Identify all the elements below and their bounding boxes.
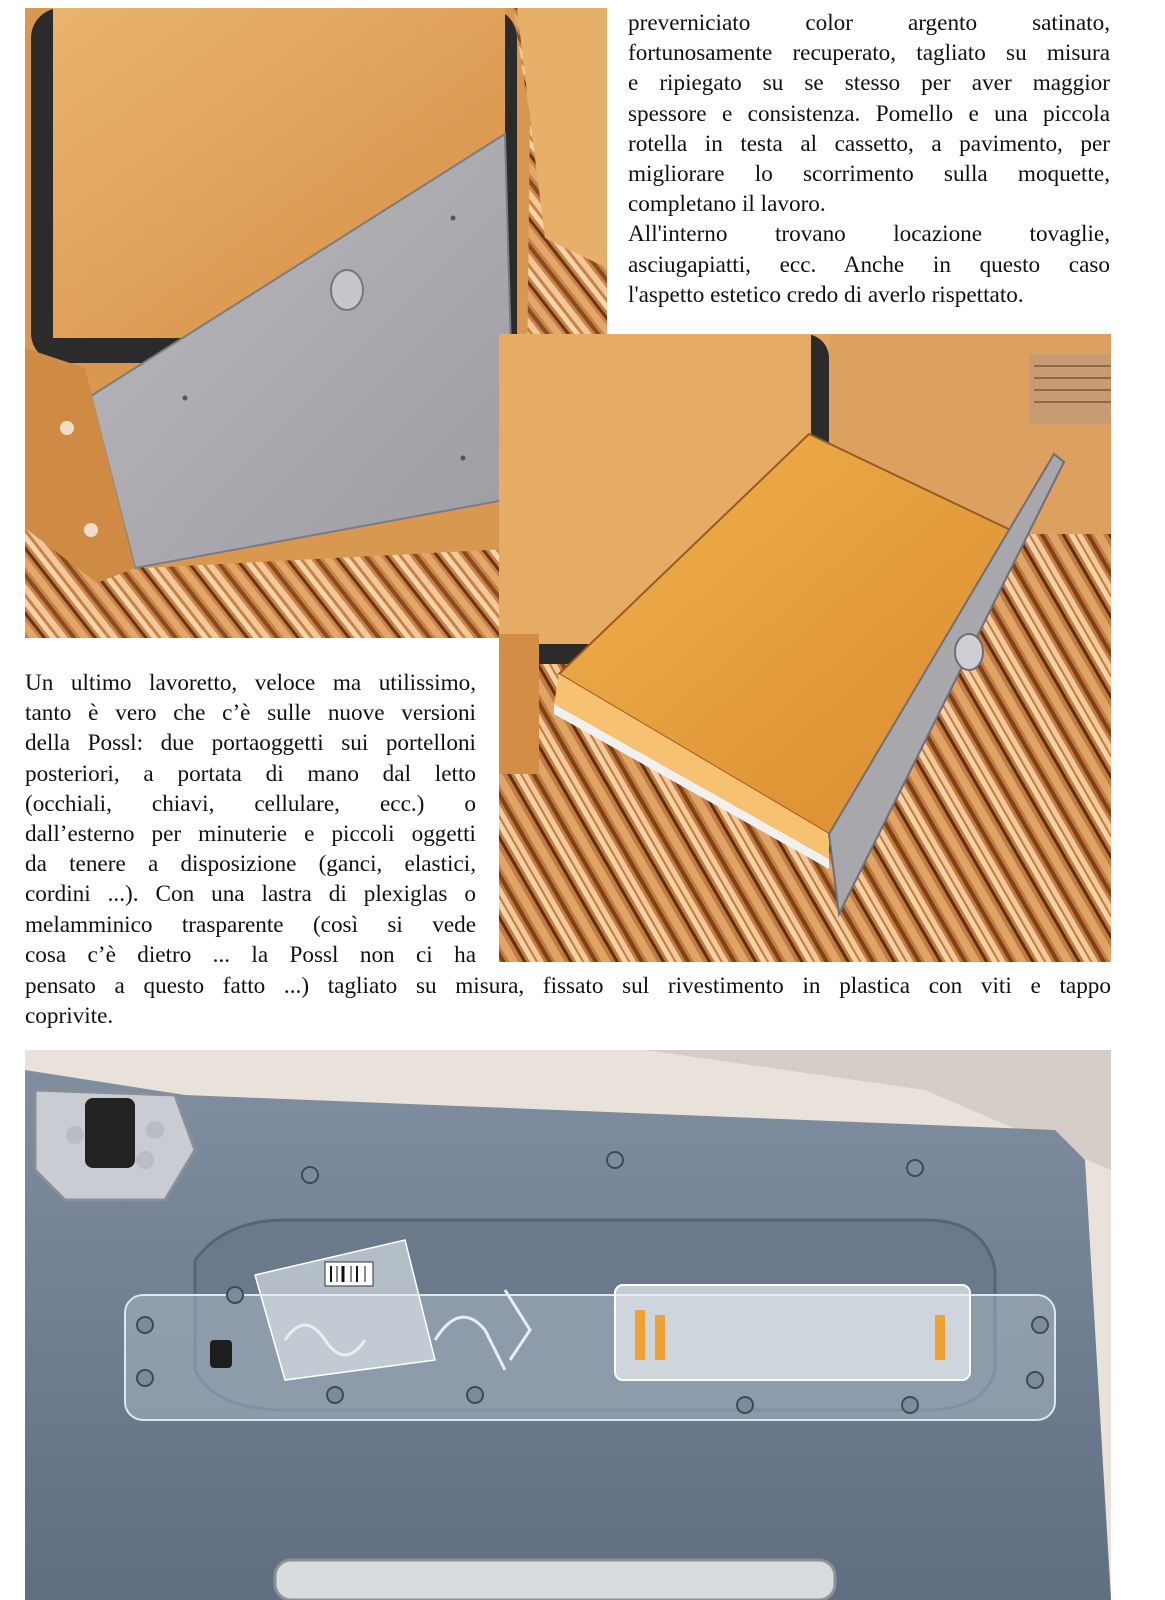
text-line: melamminico trasparente (così si vede (25, 911, 476, 938)
text-line: cordini ...). Con una lastra di plexiglas o (25, 881, 476, 908)
text-line: asciugapiatti, ecc. Anche in questo caso (628, 251, 1110, 278)
text-line: (occhiali, chiavi, cellulare, ecc.) o (25, 790, 476, 817)
text-line: dall’esterno per minuterie e piccoli oggetti (25, 821, 476, 848)
photo-drawer-open (499, 334, 1111, 962)
text-line: completano il lavoro. (628, 191, 826, 218)
text-line: l'aspetto estetico credo di averlo rispettato. (628, 281, 1024, 308)
text-line: pensato a questo fatto ...) tagliato su misura, fissato sul rivestimento in plastica con viti e tappo (25, 973, 1111, 999)
text-line: della Possl: due portaoggetti sui portelloni (25, 730, 476, 757)
photo-door-panel (25, 1050, 1111, 1600)
text-line: fortunosamente recuperato, tagliato su misura (628, 40, 1110, 67)
text-line: preverniciato color argento satinato, (628, 10, 1110, 36)
paragraph-door-organizer (25, 668, 476, 970)
text-line: Un ultimo lavoretto, veloce ma utilissimo, (25, 670, 476, 696)
paragraph-drawer-finish (628, 8, 1110, 310)
text-line: e ripiegato su se stesso per aver maggior (628, 70, 1110, 97)
paragraph-continuation (25, 971, 1111, 1031)
text-line: migliorare lo scorrimento sulla moquette, (628, 161, 1110, 188)
text-line: tanto è vero che c’è sulle nuove versioni (25, 700, 476, 727)
text-line: coprivite. (25, 1003, 114, 1030)
text-line: spessore e consistenza. Pomello e una piccola (628, 100, 1110, 127)
text-line: rotella in testa al cassetto, a pavimento, per (628, 130, 1110, 157)
text-line: All'interno trovano locazione tovaglie, (628, 221, 1110, 248)
text-line: cosa c’è dietro ... la Possl non ci ha (25, 941, 476, 968)
text-line: da tenere a disposizione (ganci, elastici, (25, 851, 476, 878)
text-line: posteriori, a portata di mano dal letto (25, 760, 476, 787)
